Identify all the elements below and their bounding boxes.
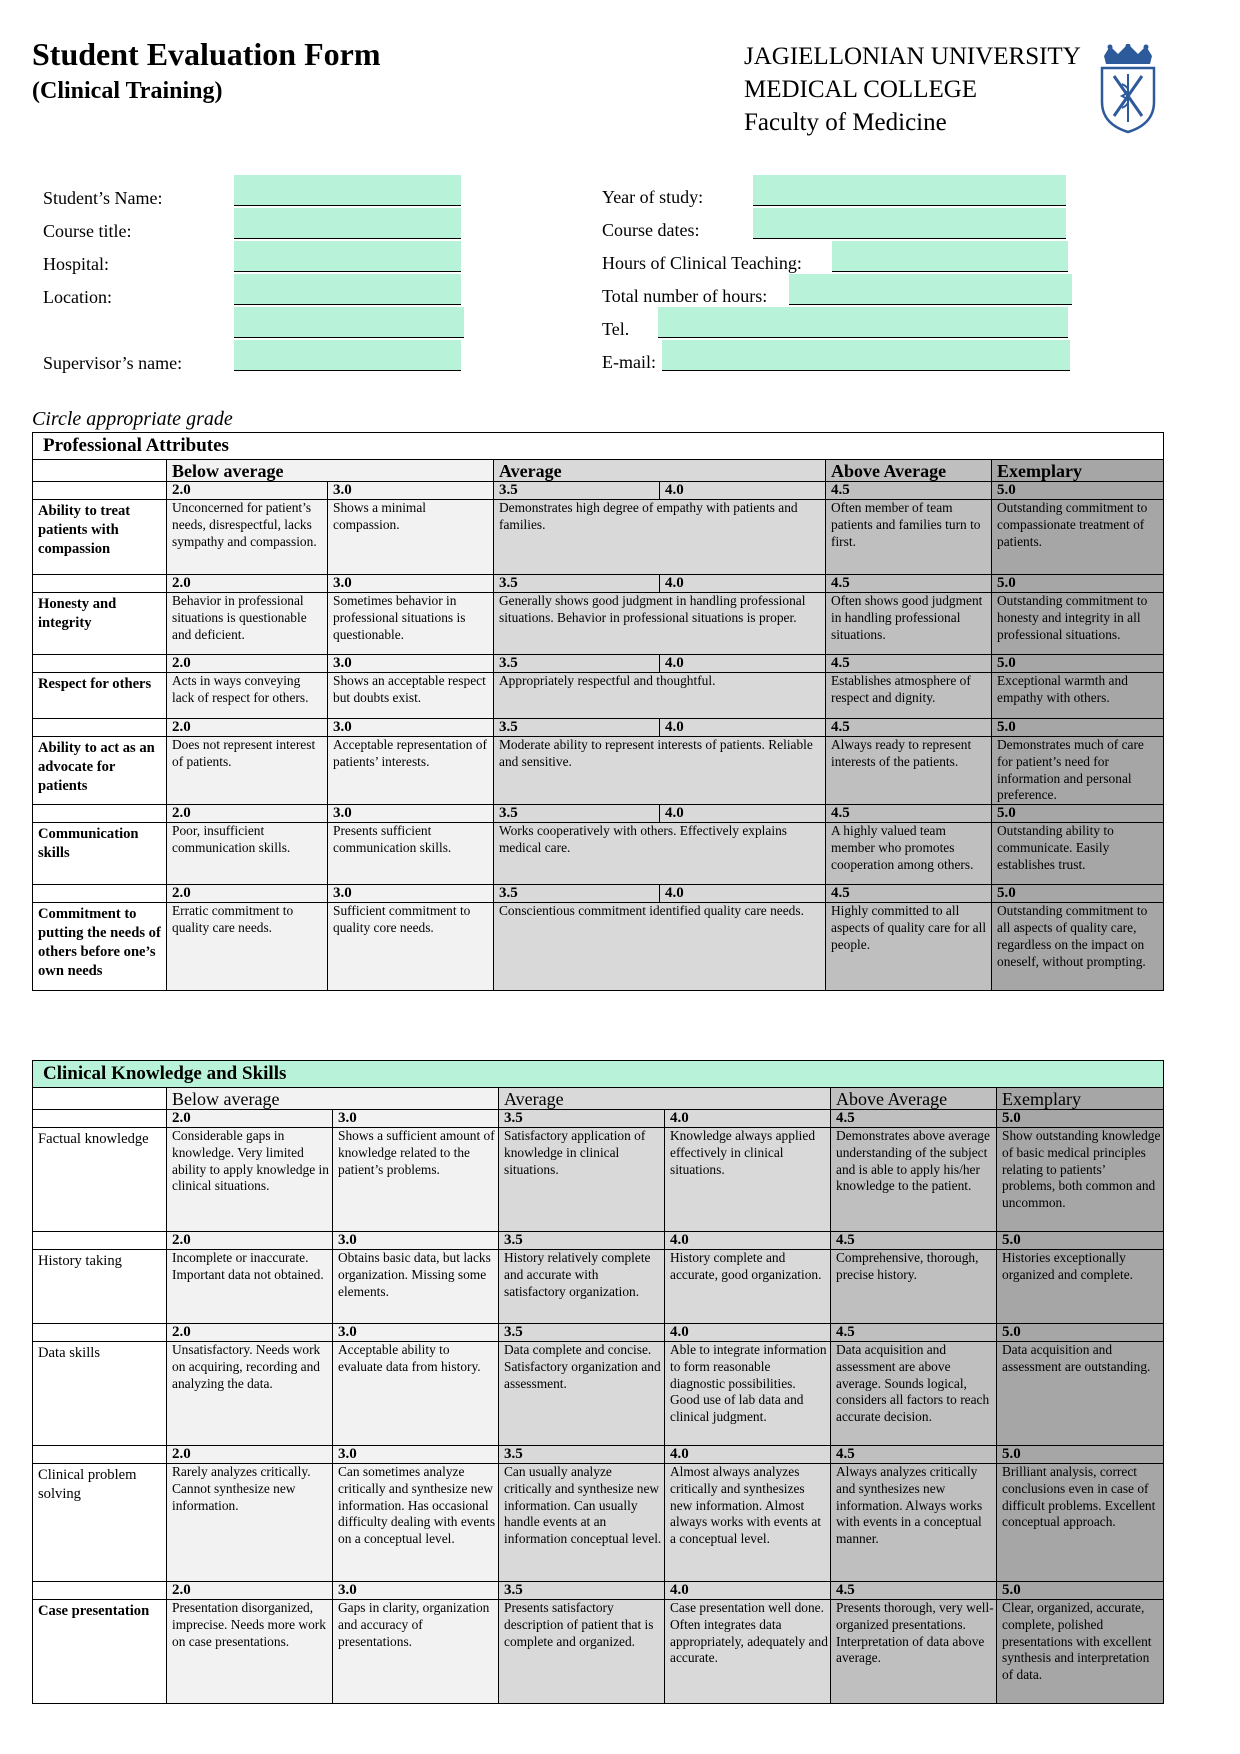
grade-spacer <box>33 1446 167 1464</box>
descriptor-cell: A highly valued team member who promotes cooperation among others. <box>826 823 992 885</box>
descriptor-cell: Conscientious commitment identified quality care needs. <box>494 903 826 991</box>
grade-option[interactable]: 5.0 <box>997 1324 1164 1342</box>
descriptor-cell: Considerable gaps in knowledge. Very limited ability to apply knowledge in clinical situations. <box>167 1128 333 1232</box>
criterion-row <box>33 1600 1164 1704</box>
grade-option[interactable]: 3.0 <box>328 805 494 823</box>
descriptor-cell: Incomplete or inaccurate. Important data not obtained. <box>167 1250 333 1324</box>
descriptor-cell: Outstanding commitment to all aspects of quality care, regardless on the impact on oneself, without prompting. <box>992 903 1164 991</box>
descriptor-cell: Shows an acceptable respect but doubts exist. <box>328 673 494 719</box>
descriptor-cell: Clear, organized, accurate, complete, polished presentations with excellent synthesis and interpretation of data. <box>997 1600 1164 1704</box>
grade-option[interactable]: 4.0 <box>665 1446 831 1464</box>
descriptor-cell: Sometimes behavior in professional situations is questionable. <box>328 593 494 655</box>
hours-clinical-teaching-label: Hours of Clinical Teaching: <box>602 253 802 273</box>
descriptor-cell: Exceptional warmth and empathy with others. <box>992 673 1164 719</box>
descriptor-cell: Presents thorough, very well-organized presentations. Interpretation of data above average. <box>831 1600 997 1704</box>
category-average: Average <box>494 460 826 482</box>
grade-row <box>33 655 1164 673</box>
descriptor-cell: Acceptable ability to evaluate data from history. <box>333 1342 499 1446</box>
email-label: E-mail: <box>602 352 656 372</box>
criterion-label: Data skills <box>33 1342 167 1446</box>
clinical-knowledge-table <box>32 1060 1164 1704</box>
descriptor-cell: Almost always analyzes critically and synthesizes new information. Almost always works with events at a conceptual level. <box>665 1464 831 1582</box>
grade-option[interactable]: 4.0 <box>660 805 826 823</box>
section-title: Professional Attributes <box>33 433 1164 460</box>
descriptor-cell: Comprehensive, thorough, precise history. <box>831 1250 997 1324</box>
grade-option[interactable]: 4.5 <box>831 1324 997 1342</box>
year-of-study-label: Year of study: <box>602 187 704 207</box>
category-above-average: Above Average <box>831 1088 997 1110</box>
grade-spacer <box>33 805 167 823</box>
criterion-label: Commitment to putting the needs of others before one’s own needs <box>33 903 167 991</box>
criterion-row <box>33 500 1164 575</box>
grade-row <box>33 719 1164 737</box>
grade-option[interactable]: 5.0 <box>997 1232 1164 1250</box>
grade-spacer <box>33 1324 167 1342</box>
instruction-text: Circle appropriate grade <box>32 408 233 430</box>
hours-clinical-teaching-field[interactable] <box>832 241 1068 272</box>
grade-option[interactable]: 3.5 <box>494 655 660 673</box>
descriptor-cell: Shows a minimal compassion. <box>328 500 494 575</box>
grade-option[interactable]: 4.5 <box>826 575 992 593</box>
criterion-label: Factual knowledge <box>33 1128 167 1232</box>
grade-spacer <box>33 655 167 673</box>
grade-option[interactable]: 3.5 <box>499 1324 665 1342</box>
grade-option[interactable]: 5.0 <box>992 805 1164 823</box>
grade-option[interactable]: 3.5 <box>494 575 660 593</box>
grade-option[interactable]: 2.0 <box>167 1446 333 1464</box>
criterion-label: Communication skills <box>33 823 167 885</box>
descriptor-cell: Presents sufficient communication skills. <box>328 823 494 885</box>
grade-option[interactable]: 3.0 <box>333 1582 499 1600</box>
grade-row <box>33 575 1164 593</box>
location-label: Location: <box>43 287 112 307</box>
descriptor-cell: Does not represent interest of patients. <box>167 737 328 805</box>
grade-spacer <box>33 1582 167 1600</box>
grade-option[interactable]: 4.5 <box>826 719 992 737</box>
supervisor-name-field[interactable] <box>234 340 461 371</box>
grade-option[interactable]: 5.0 <box>992 482 1164 500</box>
category-above-average: Above Average <box>826 460 992 482</box>
descriptor-cell: History complete and accurate, good organization. <box>665 1250 831 1324</box>
criterion-label: Ability to treat patients with compassion <box>33 500 167 575</box>
descriptor-cell: Able to integrate information to form reasonable diagnostic possibilities. Good use of lab data and clinical judgment. <box>665 1342 831 1446</box>
grade-option[interactable]: 3.0 <box>333 1232 499 1250</box>
criterion-row <box>33 823 1164 885</box>
grade-option[interactable]: 3.5 <box>494 719 660 737</box>
grade-spacer <box>33 885 167 903</box>
grade-option[interactable]: 3.0 <box>328 482 494 500</box>
criterion-row <box>33 1342 1164 1446</box>
category-below-average: Below average <box>167 1088 499 1110</box>
grade-option[interactable]: 3.5 <box>499 1110 665 1128</box>
grade-option[interactable]: 4.5 <box>826 805 992 823</box>
student-name-label: Student’s Name: <box>43 188 163 208</box>
descriptor-cell: Often member of team patients and families turn to first. <box>826 500 992 575</box>
descriptor-cell: Outstanding commitment to honesty and integrity in all professional situations. <box>992 593 1164 655</box>
grade-spacer <box>33 719 167 737</box>
grade-option[interactable]: 2.0 <box>167 1110 333 1128</box>
descriptor-cell: Outstanding commitment to compassionate treatment of patients. <box>992 500 1164 575</box>
grade-option[interactable]: 3.0 <box>328 575 494 593</box>
criterion-row <box>33 1464 1164 1582</box>
grade-option[interactable]: 3.5 <box>494 885 660 903</box>
hospital-field[interactable] <box>234 241 461 272</box>
descriptor-cell: Moderate ability to represent interests of patients. Reliable and sensitive. <box>494 737 826 805</box>
course-title-label: Course title: <box>43 221 132 241</box>
descriptor-cell: Unconcerned for patient’s needs, disrespectful, lacks sympathy and compassion. <box>167 500 328 575</box>
grade-option[interactable]: 3.5 <box>499 1446 665 1464</box>
grade-row <box>33 1324 1164 1342</box>
grade-row <box>33 805 1164 823</box>
category-exemplary: Exemplary <box>997 1088 1164 1110</box>
course-dates-label: Course dates: <box>602 220 700 240</box>
university-line-3: Faculty of Medicine <box>744 109 947 136</box>
grade-option[interactable]: 4.5 <box>831 1110 997 1128</box>
grade-option[interactable]: 3.0 <box>333 1446 499 1464</box>
category-exemplary: Exemplary <box>992 460 1164 482</box>
descriptor-cell: Gaps in clarity, organization and accuracy of presentations. <box>333 1600 499 1704</box>
university-line-1: JAGIELLONIAN UNIVERSITY <box>744 43 1081 70</box>
criterion-label: Respect for others <box>33 673 167 719</box>
descriptor-cell: Demonstrates much of care for patient’s need for information and personal preference. <box>992 737 1164 805</box>
grade-option[interactable]: 2.0 <box>167 1582 333 1600</box>
grade-spacer <box>33 575 167 593</box>
grade-option[interactable]: 5.0 <box>997 1446 1164 1464</box>
descriptor-cell: Data acquisition and assessment are outstanding. <box>997 1342 1164 1446</box>
descriptor-cell: Knowledge always applied effectively in clinical situations. <box>665 1128 831 1232</box>
total-hours-label: Total number of hours: <box>602 286 768 306</box>
descriptor-cell: Brilliant analysis, correct conclusions even in case of difficult problems. Excellent conceptual approach. <box>997 1464 1164 1582</box>
grade-option[interactable]: 5.0 <box>997 1582 1164 1600</box>
descriptor-cell: Acts in ways conveying lack of respect for others. <box>167 673 328 719</box>
grade-row <box>33 482 1164 500</box>
grade-option[interactable]: 4.0 <box>660 655 826 673</box>
grade-option[interactable]: 5.0 <box>992 885 1164 903</box>
descriptor-cell: Always ready to represent interests of the patients. <box>826 737 992 805</box>
tel-field[interactable] <box>658 307 1068 338</box>
section-title: Clinical Knowledge and Skills <box>33 1061 1164 1088</box>
descriptor-cell: Acceptable representation of patients’ interests. <box>328 737 494 805</box>
descriptor-cell: Data acquisition and assessment are above average. Sounds logical, considers all factors to reach accurate decision. <box>831 1342 997 1446</box>
descriptor-cell: Poor, insufficient communication skills. <box>167 823 328 885</box>
grade-option[interactable]: 5.0 <box>992 655 1164 673</box>
course-title-field[interactable] <box>234 208 461 239</box>
grade-option[interactable]: 3.0 <box>333 1110 499 1128</box>
grade-option[interactable]: 2.0 <box>167 575 328 593</box>
university-crest-icon <box>1098 44 1158 134</box>
criterion-label: Clinical problem solving <box>33 1464 167 1582</box>
descriptor-cell: Can sometimes analyze critically and synthesize new information. Has occasional difficulty dealing with events on a conceptual level. <box>333 1464 499 1582</box>
grade-option[interactable]: 4.0 <box>660 885 826 903</box>
descriptor-cell: Behavior in professional situations is questionable and deficient. <box>167 593 328 655</box>
criterion-row <box>33 737 1164 805</box>
criterion-row <box>33 673 1164 719</box>
descriptor-cell: Data complete and concise. Satisfactory organization and assessment. <box>499 1342 665 1446</box>
grade-option[interactable]: 4.5 <box>831 1582 997 1600</box>
grade-row <box>33 1110 1164 1128</box>
grade-row <box>33 1446 1164 1464</box>
grade-option[interactable]: 3.0 <box>328 719 494 737</box>
descriptor-cell: Generally shows good judgment in handling professional situations. Behavior in professional situations is proper. <box>494 593 826 655</box>
grade-row <box>33 1582 1164 1600</box>
criterion-row <box>33 1128 1164 1232</box>
grade-spacer <box>33 1110 167 1128</box>
descriptor-cell: Rarely analyzes critically. Cannot synthesize new information. <box>167 1464 333 1582</box>
grade-option[interactable]: 4.0 <box>660 482 826 500</box>
descriptor-cell: Demonstrates high degree of empathy with patients and families. <box>494 500 826 575</box>
descriptor-cell: Always analyzes critically and synthesizes new information. Always works with events in a conceptual manner. <box>831 1464 997 1582</box>
grade-option[interactable]: 4.5 <box>826 885 992 903</box>
grade-option[interactable]: 5.0 <box>992 575 1164 593</box>
descriptor-cell: Often shows good judgment in handling professional situations. <box>826 593 992 655</box>
professional-attributes-table <box>32 432 1164 991</box>
grade-option[interactable]: 4.0 <box>665 1582 831 1600</box>
descriptor-cell: Demonstrates above average understanding of the subject and is able to apply his/her knowledge to the patient. <box>831 1128 997 1232</box>
descriptor-cell: Show outstanding knowledge of basic medical principles relating to patients’ problems, both common and uncommon. <box>997 1128 1164 1232</box>
criterion-row <box>33 903 1164 991</box>
grade-option[interactable]: 4.0 <box>660 575 826 593</box>
grade-option[interactable]: 3.5 <box>494 482 660 500</box>
course-dates-field[interactable] <box>753 208 1066 239</box>
descriptor-cell: Erratic commitment to quality care needs. <box>167 903 328 991</box>
grade-option[interactable]: 4.0 <box>660 719 826 737</box>
criterion-label: History taking <box>33 1250 167 1324</box>
grade-option[interactable]: 2.0 <box>167 885 328 903</box>
grade-row <box>33 885 1164 903</box>
descriptor-cell: Highly committed to all aspects of quality care for all people. <box>826 903 992 991</box>
grade-option[interactable]: 4.5 <box>831 1232 997 1250</box>
criterion-label: Case presentation <box>33 1600 167 1704</box>
criterion-row <box>33 1250 1164 1324</box>
grade-option[interactable]: 3.0 <box>328 655 494 673</box>
category-average: Average <box>499 1088 831 1110</box>
grade-spacer <box>33 1232 167 1250</box>
grade-option[interactable]: 3.0 <box>328 885 494 903</box>
criterion-label: Honesty and integrity <box>33 593 167 655</box>
descriptor-cell: Case presentation well done. Often integrates data appropriately, adequately and accurate. <box>665 1600 831 1704</box>
grade-option[interactable]: 2.0 <box>167 805 328 823</box>
descriptor-cell: Presents satisfactory description of patient that is complete and organized. <box>499 1600 665 1704</box>
descriptor-cell: Sufficient commitment to quality core needs. <box>328 903 494 991</box>
descriptor-cell: Obtains basic data, but lacks organization. Missing some elements. <box>333 1250 499 1324</box>
university-line-2: MEDICAL COLLEGE <box>744 76 978 103</box>
grade-option[interactable]: 4.5 <box>831 1446 997 1464</box>
grade-option[interactable]: 3.0 <box>333 1324 499 1342</box>
grade-option[interactable]: 4.0 <box>665 1110 831 1128</box>
university-name <box>744 40 1081 139</box>
descriptor-cell: Histories exceptionally organized and complete. <box>997 1250 1164 1324</box>
descriptor-cell: Outstanding ability to communicate. Easily establishes trust. <box>992 823 1164 885</box>
form-subtitle: (Clinical Training) <box>32 78 223 104</box>
grade-option[interactable]: 4.5 <box>826 482 992 500</box>
descriptor-cell: Establishes atmosphere of respect and dignity. <box>826 673 992 719</box>
category-below-average: Below average <box>167 460 494 482</box>
descriptor-cell: Can usually analyze critically and synthesize new information. Can usually handle events at an information conceptual level. <box>499 1464 665 1582</box>
descriptor-cell: Appropriately respectful and thoughtful. <box>494 673 826 719</box>
grade-spacer <box>33 482 167 500</box>
supervisor-name-label: Supervisor’s name: <box>43 353 183 373</box>
year-of-study-field[interactable] <box>753 175 1066 206</box>
grade-option[interactable]: 2.0 <box>167 655 328 673</box>
criterion-label: Ability to act as an advocate for patients <box>33 737 167 805</box>
location-field-line-2[interactable] <box>234 307 464 338</box>
grade-option[interactable]: 3.5 <box>499 1232 665 1250</box>
descriptor-cell: Shows a sufficient amount of knowledge related to the patient’s problems. <box>333 1128 499 1232</box>
criterion-row <box>33 593 1164 655</box>
grade-option[interactable]: 2.0 <box>167 1324 333 1342</box>
location-field[interactable] <box>234 274 461 305</box>
descriptor-cell: Works cooperatively with others. Effectively explains medical care. <box>494 823 826 885</box>
grade-option[interactable]: 2.0 <box>167 482 328 500</box>
total-hours-field[interactable] <box>789 274 1072 305</box>
grade-option[interactable]: 2.0 <box>167 1232 333 1250</box>
grade-option[interactable]: 2.0 <box>167 719 328 737</box>
tel-label: Tel. <box>602 319 630 339</box>
grade-option[interactable]: 5.0 <box>992 719 1164 737</box>
email-field[interactable] <box>662 340 1070 371</box>
form-title: Student Evaluation Form <box>32 36 381 72</box>
grade-option[interactable]: 3.5 <box>499 1582 665 1600</box>
grade-option[interactable]: 4.0 <box>665 1324 831 1342</box>
grade-row <box>33 1232 1164 1250</box>
hospital-label: Hospital: <box>43 254 109 274</box>
grade-option[interactable]: 4.5 <box>826 655 992 673</box>
student-name-field[interactable] <box>234 175 461 206</box>
descriptor-cell: History relatively complete and accurate with satisfactory organization. <box>499 1250 665 1324</box>
grade-option[interactable]: 4.0 <box>665 1232 831 1250</box>
grade-option[interactable]: 5.0 <box>997 1110 1164 1128</box>
descriptor-cell: Unsatisfactory. Needs work on acquiring, recording and analyzing the data. <box>167 1342 333 1446</box>
descriptor-cell: Presentation disorganized, imprecise. Needs more work on case presentations. <box>167 1600 333 1704</box>
descriptor-cell: Satisfactory application of knowledge in clinical situations. <box>499 1128 665 1232</box>
grade-option[interactable]: 3.5 <box>494 805 660 823</box>
